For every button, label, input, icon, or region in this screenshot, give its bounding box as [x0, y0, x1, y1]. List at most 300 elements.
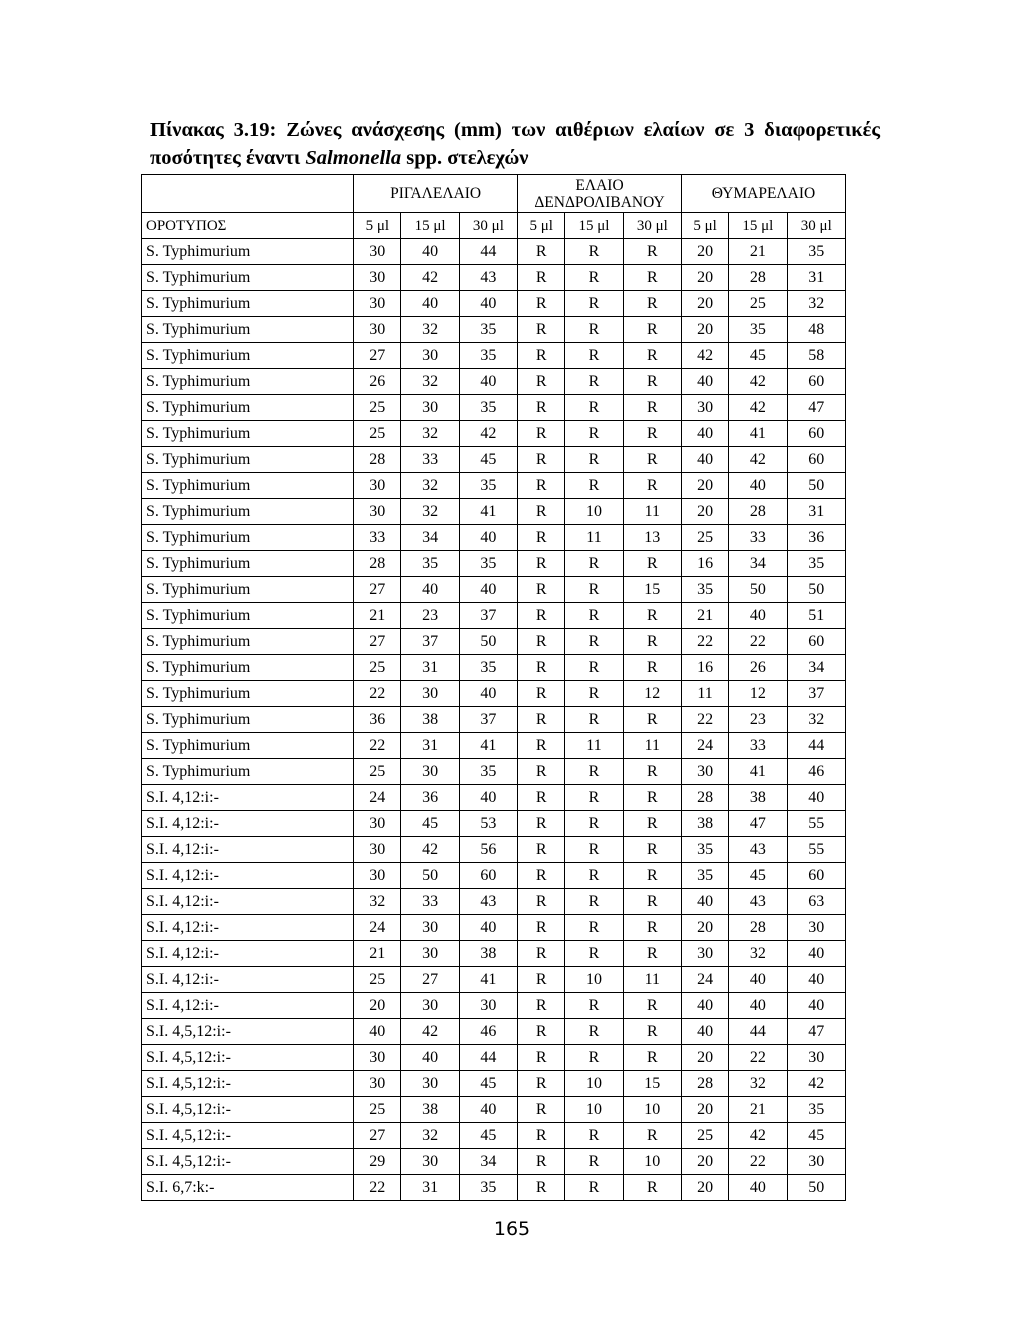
zone-value-cell: 15	[623, 577, 681, 603]
zone-value-cell: 32	[787, 291, 845, 317]
zone-value-cell: R	[518, 525, 565, 551]
table-row	[142, 811, 846, 837]
zone-value-cell: 30	[681, 941, 728, 967]
table-caption-line-1: Πίνακας 3.19: Ζώνες ανάσχεσης (mm) των αιθέριων ελαίων σε 3 διαφορετικές	[150, 119, 880, 141]
zone-value-cell: 10	[623, 1149, 681, 1175]
zone-value-cell: 31	[401, 1175, 459, 1201]
zone-value-cell: 40	[681, 1019, 728, 1045]
zone-value-cell: 45	[459, 447, 517, 473]
zone-value-cell: R	[565, 369, 623, 395]
zone-value-cell: 34	[459, 1149, 517, 1175]
zone-value-cell: R	[565, 1019, 623, 1045]
group-header-row	[142, 175, 846, 213]
table-row	[142, 603, 846, 629]
zone-value-cell: 20	[681, 499, 728, 525]
table-body	[142, 239, 846, 1201]
serotype-cell: S.I. 4,12:i:-	[142, 785, 354, 811]
zone-value-cell: 24	[681, 967, 728, 993]
zone-value-cell: 36	[787, 525, 845, 551]
serotype-cell: S.I. 4,5,12:i:-	[142, 1045, 354, 1071]
zone-value-cell: 40	[787, 785, 845, 811]
zone-value-cell: R	[565, 681, 623, 707]
zone-value-cell: R	[565, 577, 623, 603]
serotype-cell: S. Typhimurium	[142, 577, 354, 603]
table-row	[142, 1149, 846, 1175]
zone-value-cell: 41	[729, 759, 787, 785]
table-row	[142, 265, 846, 291]
zone-value-cell: 55	[787, 837, 845, 863]
table-row	[142, 291, 846, 317]
zone-value-cell: 22	[681, 629, 728, 655]
zone-value-cell: 32	[729, 941, 787, 967]
table-row	[142, 785, 846, 811]
zone-value-cell: 30	[354, 499, 401, 525]
zone-value-cell: R	[565, 1045, 623, 1071]
zone-value-cell: 21	[729, 1097, 787, 1123]
zone-value-cell: R	[623, 473, 681, 499]
zone-value-cell: 31	[401, 733, 459, 759]
zone-value-cell: 30	[787, 915, 845, 941]
zone-value-cell: R	[518, 1097, 565, 1123]
zone-value-cell: 42	[729, 447, 787, 473]
zone-value-cell: 35	[459, 317, 517, 343]
zone-value-cell: R	[565, 915, 623, 941]
zone-value-cell: 30	[354, 837, 401, 863]
zone-value-cell: 25	[681, 1123, 728, 1149]
zone-value-cell: R	[623, 1045, 681, 1071]
zone-value-cell: 35	[681, 577, 728, 603]
zone-value-cell: 28	[681, 1071, 728, 1097]
zone-value-cell: 30	[354, 239, 401, 265]
zone-value-cell: 28	[729, 499, 787, 525]
zone-value-cell: R	[623, 343, 681, 369]
zone-value-cell: 44	[787, 733, 845, 759]
zone-value-cell: 30	[354, 863, 401, 889]
volume-header: 15 μl	[729, 213, 787, 239]
zone-value-cell: 11	[623, 733, 681, 759]
serotype-header: ΟΡΟΤΥΠΟΣ	[142, 213, 354, 239]
zone-value-cell: R	[623, 239, 681, 265]
zone-value-cell: R	[623, 317, 681, 343]
zone-value-cell: 30	[401, 1071, 459, 1097]
zone-value-cell: 35	[459, 1175, 517, 1201]
zone-value-cell: 33	[401, 447, 459, 473]
zone-value-cell: 25	[354, 421, 401, 447]
zone-value-cell: R	[565, 343, 623, 369]
zone-value-cell: R	[518, 343, 565, 369]
zone-value-cell: R	[565, 941, 623, 967]
zone-value-cell: R	[518, 447, 565, 473]
zone-value-cell: 28	[354, 447, 401, 473]
zone-value-cell: 40	[729, 473, 787, 499]
zone-value-cell: 32	[401, 473, 459, 499]
zone-value-cell: 10	[565, 1071, 623, 1097]
zone-value-cell: 40	[729, 603, 787, 629]
zone-value-cell: 44	[729, 1019, 787, 1045]
serotype-cell: S. Typhimurium	[142, 655, 354, 681]
zone-value-cell: 30	[401, 941, 459, 967]
zone-value-cell: 40	[459, 577, 517, 603]
serotype-cell: S. Typhimurium	[142, 291, 354, 317]
zone-value-cell: 11	[565, 525, 623, 551]
zone-value-cell: 43	[459, 265, 517, 291]
zone-value-cell: R	[518, 707, 565, 733]
serotype-cell: S.I. 4,5,12:i:-	[142, 1097, 354, 1123]
zone-value-cell: R	[565, 265, 623, 291]
zone-value-cell: R	[518, 993, 565, 1019]
zone-value-cell: 40	[729, 993, 787, 1019]
zone-value-cell: R	[518, 239, 565, 265]
zone-value-cell: 32	[401, 317, 459, 343]
zone-value-cell: 25	[354, 655, 401, 681]
zone-value-cell: 16	[681, 551, 728, 577]
zone-value-cell: R	[623, 1019, 681, 1045]
zone-value-cell: 34	[787, 655, 845, 681]
zone-value-cell: R	[518, 1045, 565, 1071]
zone-value-cell: 53	[459, 811, 517, 837]
zone-value-cell: R	[565, 811, 623, 837]
zone-value-cell: 35	[459, 473, 517, 499]
zone-value-cell: 29	[354, 1149, 401, 1175]
zone-value-cell: 50	[787, 1175, 845, 1201]
zone-value-cell: 22	[354, 1175, 401, 1201]
group-header-rosemary: ΕΛΑΙΟ ΔΕΝΔΡΟΛΙΒΑΝΟΥ	[518, 175, 682, 213]
zone-value-cell: R	[518, 915, 565, 941]
zone-value-cell: 42	[729, 1123, 787, 1149]
table-row	[142, 1019, 846, 1045]
zone-value-cell: 36	[401, 785, 459, 811]
zone-value-cell: 45	[401, 811, 459, 837]
zone-value-cell: 48	[787, 317, 845, 343]
zone-value-cell: 30	[354, 1045, 401, 1071]
zone-value-cell: 47	[787, 395, 845, 421]
zone-value-cell: R	[518, 499, 565, 525]
zone-value-cell: 40	[459, 915, 517, 941]
zone-value-cell: 10	[565, 499, 623, 525]
zone-value-cell: 40	[401, 239, 459, 265]
zone-value-cell: 40	[459, 785, 517, 811]
table-row	[142, 707, 846, 733]
zone-value-cell: R	[518, 629, 565, 655]
zone-value-cell: 32	[354, 889, 401, 915]
zone-value-cell: 20	[681, 1149, 728, 1175]
zone-value-cell: R	[623, 889, 681, 915]
table-row	[142, 525, 846, 551]
subheader-row	[142, 213, 846, 239]
zone-value-cell: 21	[354, 603, 401, 629]
table-row	[142, 577, 846, 603]
zone-value-cell: 20	[681, 1175, 728, 1201]
serotype-cell: S. Typhimurium	[142, 525, 354, 551]
zone-value-cell: 22	[354, 681, 401, 707]
zone-value-cell: R	[565, 291, 623, 317]
zone-value-cell: 36	[354, 707, 401, 733]
serotype-cell: S. Typhimurium	[142, 473, 354, 499]
zone-value-cell: R	[623, 551, 681, 577]
zone-value-cell: R	[565, 785, 623, 811]
serotype-cell: S. Typhimurium	[142, 317, 354, 343]
zone-value-cell: R	[518, 473, 565, 499]
zone-value-cell: 40	[459, 525, 517, 551]
zone-value-cell: 40	[459, 681, 517, 707]
zone-value-cell: 44	[459, 239, 517, 265]
zone-value-cell: 35	[459, 395, 517, 421]
zone-value-cell: 33	[729, 525, 787, 551]
zone-value-cell: R	[565, 1123, 623, 1149]
table-row	[142, 733, 846, 759]
zone-value-cell: R	[518, 1019, 565, 1045]
table-row	[142, 629, 846, 655]
zone-value-cell: R	[623, 941, 681, 967]
zone-value-cell: 10	[565, 967, 623, 993]
zone-value-cell: 31	[401, 655, 459, 681]
zone-value-cell: 35	[459, 551, 517, 577]
zone-value-cell: R	[518, 317, 565, 343]
zone-value-cell: R	[565, 863, 623, 889]
zone-value-cell: 40	[681, 369, 728, 395]
zone-value-cell: R	[518, 395, 565, 421]
zone-value-cell: 40	[354, 1019, 401, 1045]
zone-value-cell: 10	[565, 1097, 623, 1123]
zone-value-cell: 35	[787, 1097, 845, 1123]
zone-value-cell: 45	[787, 1123, 845, 1149]
zone-value-cell: R	[623, 811, 681, 837]
zone-value-cell: 30	[401, 343, 459, 369]
zone-value-cell: 56	[459, 837, 517, 863]
zone-value-cell: R	[518, 603, 565, 629]
zone-value-cell: 45	[729, 863, 787, 889]
zone-value-cell: 60	[787, 369, 845, 395]
zone-value-cell: R	[518, 941, 565, 967]
table-row	[142, 551, 846, 577]
zone-value-cell: 37	[401, 629, 459, 655]
zone-value-cell: 28	[354, 551, 401, 577]
serotype-cell: S.I. 4,5,12:i:-	[142, 1071, 354, 1097]
zone-value-cell: 20	[354, 993, 401, 1019]
table-row	[142, 421, 846, 447]
zone-value-cell: 40	[787, 993, 845, 1019]
zone-value-cell: 30	[354, 1071, 401, 1097]
zone-value-cell: 35	[729, 317, 787, 343]
volume-header: 15 μl	[565, 213, 623, 239]
zone-value-cell: 21	[729, 239, 787, 265]
zone-value-cell: 25	[354, 967, 401, 993]
zone-value-cell: 30	[354, 317, 401, 343]
zone-value-cell: 28	[681, 785, 728, 811]
zone-value-cell: 43	[729, 837, 787, 863]
zone-value-cell: 28	[729, 265, 787, 291]
serotype-cell: S.I. 4,12:i:-	[142, 941, 354, 967]
page-number: 165	[493, 1218, 531, 1240]
zone-value-cell: 45	[729, 343, 787, 369]
zone-value-cell: R	[518, 733, 565, 759]
zone-value-cell: 20	[681, 239, 728, 265]
zone-value-cell: 20	[681, 291, 728, 317]
serotype-cell: S. Typhimurium	[142, 239, 354, 265]
zone-value-cell: 21	[681, 603, 728, 629]
table-caption-line-2	[150, 144, 528, 172]
zone-value-cell: 46	[787, 759, 845, 785]
zone-value-cell: R	[623, 837, 681, 863]
serotype-cell: S. Typhimurium	[142, 421, 354, 447]
volume-header: 5 μl	[681, 213, 728, 239]
zone-value-cell: R	[565, 889, 623, 915]
zone-value-cell: 27	[354, 577, 401, 603]
zone-value-cell: 35	[681, 837, 728, 863]
zone-value-cell: 32	[401, 499, 459, 525]
zone-value-cell: R	[623, 785, 681, 811]
zone-value-cell: 32	[401, 369, 459, 395]
zone-value-cell: R	[623, 915, 681, 941]
zone-value-cell: R	[518, 889, 565, 915]
serotype-cell: S. Typhimurium	[142, 707, 354, 733]
serotype-cell: S.I. 4,12:i:-	[142, 915, 354, 941]
zone-value-cell: R	[518, 1175, 565, 1201]
zone-value-cell: R	[518, 837, 565, 863]
zone-value-cell: 30	[681, 395, 728, 421]
table-row	[142, 369, 846, 395]
zone-value-cell: 24	[354, 785, 401, 811]
zone-value-cell: 22	[681, 707, 728, 733]
zone-value-cell: 20	[681, 915, 728, 941]
zone-value-cell: 50	[401, 863, 459, 889]
table-row	[142, 395, 846, 421]
serotype-cell: S. Typhimurium	[142, 343, 354, 369]
zone-value-cell: 30	[787, 1149, 845, 1175]
zone-value-cell: R	[623, 265, 681, 291]
zone-value-cell: 47	[729, 811, 787, 837]
blank-header-cell	[142, 175, 354, 213]
zone-value-cell: R	[565, 603, 623, 629]
zone-value-cell: 25	[354, 759, 401, 785]
zone-value-cell: 25	[729, 291, 787, 317]
caption-genus: Salmonella	[305, 147, 402, 169]
zone-value-cell: R	[565, 421, 623, 447]
zone-value-cell: R	[518, 577, 565, 603]
zone-value-cell: R	[518, 811, 565, 837]
zone-value-cell: 34	[401, 525, 459, 551]
zone-value-cell: R	[623, 707, 681, 733]
zone-value-cell: 35	[459, 343, 517, 369]
group-header-thyme: ΘΥΜΑΡΕΛΑΙΟ	[681, 175, 845, 213]
serotype-cell: S. Typhimurium	[142, 733, 354, 759]
zone-value-cell: 40	[681, 993, 728, 1019]
zone-value-cell: 45	[459, 1071, 517, 1097]
zone-value-cell: 37	[459, 707, 517, 733]
zone-value-cell: 25	[354, 1097, 401, 1123]
zone-value-cell: R	[565, 239, 623, 265]
zone-value-cell: 42	[787, 1071, 845, 1097]
zone-value-cell: 11	[623, 499, 681, 525]
zone-value-cell: R	[518, 265, 565, 291]
zone-value-cell: 30	[401, 759, 459, 785]
zone-value-cell: R	[565, 759, 623, 785]
zone-value-cell: 23	[401, 603, 459, 629]
zone-value-cell: R	[623, 1175, 681, 1201]
zone-value-cell: 22	[729, 629, 787, 655]
serotype-cell: S.I. 4,5,12:i:-	[142, 1149, 354, 1175]
zone-value-cell: 40	[729, 967, 787, 993]
zone-value-cell: 42	[729, 369, 787, 395]
zone-value-cell: 27	[354, 1123, 401, 1149]
zone-value-cell: 35	[459, 655, 517, 681]
zone-value-cell: R	[565, 1149, 623, 1175]
table-row	[142, 1123, 846, 1149]
inhibition-zones-table	[141, 174, 846, 1201]
zone-value-cell: 58	[787, 343, 845, 369]
zone-value-cell: 35	[787, 239, 845, 265]
table-row	[142, 863, 846, 889]
zone-value-cell: 25	[681, 525, 728, 551]
zone-value-cell: 37	[459, 603, 517, 629]
zone-value-cell: 31	[787, 499, 845, 525]
zone-value-cell: 40	[401, 1045, 459, 1071]
group-header-oregano: ΡΙΓΑΛΕΛΑΙΟ	[354, 175, 518, 213]
zone-value-cell: R	[565, 317, 623, 343]
zone-value-cell: 30	[401, 681, 459, 707]
volume-header: 30 μl	[459, 213, 517, 239]
zone-value-cell: R	[565, 1175, 623, 1201]
zone-value-cell: 20	[681, 1097, 728, 1123]
table-row	[142, 1071, 846, 1097]
zone-value-cell: 63	[787, 889, 845, 915]
serotype-cell: S. Typhimurium	[142, 395, 354, 421]
table-row	[142, 499, 846, 525]
zone-value-cell: 26	[354, 369, 401, 395]
zone-value-cell: 41	[459, 967, 517, 993]
zone-value-cell: 60	[787, 447, 845, 473]
zone-value-cell: 60	[787, 629, 845, 655]
serotype-cell: S.I. 4,12:i:-	[142, 863, 354, 889]
zone-value-cell: 43	[729, 889, 787, 915]
zone-value-cell: 40	[787, 941, 845, 967]
zone-value-cell: 33	[729, 733, 787, 759]
zone-value-cell: 50	[459, 629, 517, 655]
zone-value-cell: 38	[401, 1097, 459, 1123]
zone-value-cell: 24	[681, 733, 728, 759]
zone-value-cell: 45	[459, 1123, 517, 1149]
zone-value-cell: 31	[787, 265, 845, 291]
table-row	[142, 759, 846, 785]
zone-value-cell: 24	[354, 915, 401, 941]
zone-value-cell: R	[518, 967, 565, 993]
zone-value-cell: 46	[459, 1019, 517, 1045]
zone-value-cell: R	[565, 551, 623, 577]
zone-value-cell: 60	[787, 421, 845, 447]
table-row	[142, 239, 846, 265]
serotype-cell: S.I. 4,5,12:i:-	[142, 1019, 354, 1045]
zone-value-cell: 38	[459, 941, 517, 967]
zone-value-cell: 12	[729, 681, 787, 707]
zone-value-cell: 40	[459, 291, 517, 317]
zone-value-cell: R	[623, 1123, 681, 1149]
zone-value-cell: 47	[787, 1019, 845, 1045]
zone-value-cell: R	[623, 369, 681, 395]
zone-value-cell: 11	[623, 967, 681, 993]
zone-value-cell: R	[623, 993, 681, 1019]
zone-value-cell: 30	[354, 265, 401, 291]
zone-value-cell: 23	[729, 707, 787, 733]
table-row	[142, 941, 846, 967]
zone-value-cell: 30	[354, 811, 401, 837]
zone-value-cell: 40	[681, 447, 728, 473]
volume-header: 30 μl	[623, 213, 681, 239]
zone-value-cell: 32	[401, 421, 459, 447]
zone-value-cell: 30	[787, 1045, 845, 1071]
zone-value-cell: R	[565, 993, 623, 1019]
serotype-cell: S. Typhimurium	[142, 551, 354, 577]
zone-value-cell: 50	[787, 577, 845, 603]
